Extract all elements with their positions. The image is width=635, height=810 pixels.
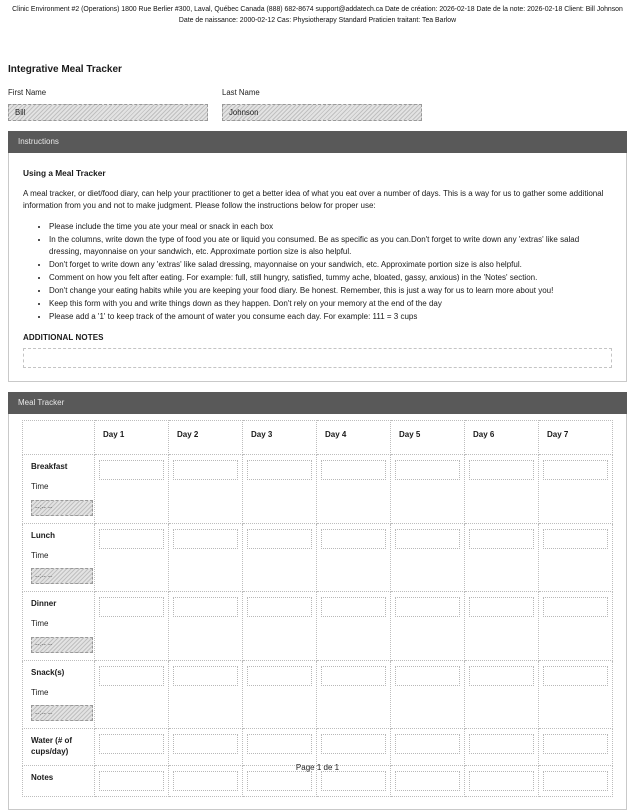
table-cell-input[interactable] bbox=[469, 734, 534, 754]
page-number: Page 1 de 1 bbox=[295, 763, 340, 772]
water-cell bbox=[317, 729, 391, 766]
list-item: • Please add a '1' to keep track of the amount of water you consume each day. For example: 111 = 3 cups bbox=[49, 311, 612, 323]
meal-cell bbox=[391, 592, 465, 661]
name-fields bbox=[8, 88, 627, 121]
instructions-list bbox=[23, 221, 612, 323]
meal-cell bbox=[391, 455, 465, 524]
day-header: Day 3 bbox=[243, 421, 317, 455]
table-cell-input[interactable] bbox=[247, 666, 312, 686]
meal-cell bbox=[95, 523, 169, 592]
breakfast-time-input[interactable] bbox=[31, 500, 93, 516]
row-label-cell bbox=[23, 455, 95, 524]
table-cell-input[interactable] bbox=[321, 460, 386, 480]
day-header: Day 6 bbox=[465, 421, 539, 455]
table-cell-input[interactable] bbox=[543, 734, 608, 754]
table-cell-input[interactable] bbox=[99, 460, 164, 480]
meal-cell bbox=[169, 523, 243, 592]
table-cell-input[interactable] bbox=[469, 529, 534, 549]
meal-cell bbox=[317, 660, 391, 729]
table-row-lunch bbox=[23, 523, 613, 592]
meal-cell bbox=[243, 592, 317, 661]
instructions-section-header: Instructions bbox=[8, 131, 627, 153]
table-cell-input[interactable] bbox=[469, 771, 534, 791]
time-label: Time bbox=[31, 619, 49, 629]
table-header-row bbox=[23, 421, 613, 455]
meal-cell bbox=[243, 455, 317, 524]
additional-notes-input[interactable] bbox=[23, 348, 612, 368]
table-cell-input[interactable] bbox=[395, 666, 460, 686]
day-header: Day 4 bbox=[317, 421, 391, 455]
table-cell-input[interactable] bbox=[99, 666, 164, 686]
meal-cell bbox=[169, 455, 243, 524]
meal-cell bbox=[243, 660, 317, 729]
row-label: Water (# of cups/day) bbox=[31, 736, 73, 757]
day-header: Day 5 bbox=[391, 421, 465, 455]
list-item: • Don't forget to write down any 'extras' like salad dressing, mayonnaise on your sandwich, etc. Approximate portion size is also helpful. bbox=[49, 259, 612, 271]
instructions-intro: A meal tracker, or diet/food diary, can help your practitioner to get a better idea of what you eat over a number of days. This is a way for us to gather some additional information from you and not to make judgment. Please follow the instructions below for proper use: bbox=[23, 189, 604, 211]
table-cell-input[interactable] bbox=[395, 597, 460, 617]
dinner-time-input[interactable] bbox=[31, 637, 93, 653]
meal-cell bbox=[465, 455, 539, 524]
meal-cell bbox=[539, 455, 613, 524]
table-cell-input[interactable] bbox=[543, 771, 608, 791]
list-item: • Comment on how you felt after eating. For example: full, still hungry, satisfied, tummy ache, bloated, gassy, anxious) in the 'Notes' section. bbox=[49, 272, 612, 284]
meal-cell bbox=[539, 523, 613, 592]
table-cell-input[interactable] bbox=[99, 597, 164, 617]
first-name-input[interactable] bbox=[8, 104, 208, 121]
row-label-cell bbox=[23, 592, 95, 661]
table-cell-input[interactable] bbox=[247, 734, 312, 754]
form-page bbox=[8, 64, 627, 810]
instructions-section bbox=[8, 131, 627, 382]
row-label-cell bbox=[23, 660, 95, 729]
list-item: • Don't change your eating habits while you are keeping your food diary. Be honest. Remember, this is just a way for us to learn more about you! bbox=[49, 285, 612, 297]
table-row-breakfast bbox=[23, 455, 613, 524]
table-cell-input[interactable] bbox=[395, 734, 460, 754]
meal-cell bbox=[391, 660, 465, 729]
table-cell-input[interactable] bbox=[173, 771, 238, 791]
table-cell-input[interactable] bbox=[99, 529, 164, 549]
list-item: • Please include the time you ate your meal or snack in each box bbox=[49, 221, 612, 233]
table-cell-input[interactable] bbox=[395, 460, 460, 480]
page-title: Integrative Meal Tracker bbox=[8, 64, 122, 76]
table-cell-input[interactable] bbox=[173, 460, 238, 480]
meal-cell bbox=[317, 523, 391, 592]
table-cell-input[interactable] bbox=[173, 529, 238, 549]
meal-cell bbox=[465, 592, 539, 661]
table-cell-input[interactable] bbox=[543, 460, 608, 480]
clinic-header: Clinic Environment #2 (Operations) 1800 Rue Berlier #300, Laval, Québec Canada (888) 682-8674 support@addatech.ca Date de création: 2026-02-18 Date de la note: 2026-02-18 Client: Bill Johnson Date de naissance: 2000-02-12 Cas: Physiotherapy Standard Praticien traitant: Tea Barlow bbox=[12, 6, 623, 25]
table-cell-input[interactable] bbox=[247, 529, 312, 549]
time-label: Time bbox=[31, 550, 49, 560]
table-row-water bbox=[23, 729, 613, 766]
meal-cell bbox=[317, 455, 391, 524]
list-item: • Keep this form with you and write things down as they happen. Don't rely on your memory at the end of the day bbox=[49, 298, 612, 310]
table-cell-input[interactable] bbox=[321, 529, 386, 549]
table-cell-input[interactable] bbox=[99, 771, 164, 791]
meal-cell bbox=[317, 592, 391, 661]
table-cell-input[interactable] bbox=[173, 666, 238, 686]
table-cell-input[interactable] bbox=[99, 734, 164, 754]
snacks-time-input[interactable] bbox=[31, 705, 93, 721]
first-name-field bbox=[8, 88, 208, 121]
meal-cell bbox=[539, 660, 613, 729]
water-cell bbox=[391, 729, 465, 766]
table-cell-input[interactable] bbox=[543, 666, 608, 686]
row-label: Snack(s) bbox=[31, 667, 65, 677]
meal-cell bbox=[391, 523, 465, 592]
meal-tracker-body bbox=[8, 414, 627, 810]
table-cell-input[interactable] bbox=[395, 771, 460, 791]
day-header: Day 2 bbox=[169, 421, 243, 455]
table-cell-input[interactable] bbox=[247, 460, 312, 480]
table-cell-input[interactable] bbox=[247, 597, 312, 617]
day-header: Day 1 bbox=[95, 421, 169, 455]
table-cell-input[interactable] bbox=[469, 460, 534, 480]
table-cell-input[interactable] bbox=[173, 597, 238, 617]
time-label: Time bbox=[31, 482, 49, 492]
meal-tracker-table bbox=[22, 420, 613, 797]
table-cell-input[interactable] bbox=[321, 597, 386, 617]
meal-tracker-section bbox=[8, 392, 627, 810]
water-cell bbox=[95, 729, 169, 766]
row-label-cell bbox=[23, 729, 95, 766]
meal-cell bbox=[169, 660, 243, 729]
table-cell-input[interactable] bbox=[247, 771, 312, 791]
instructions-heading: Using a Meal Tracker bbox=[23, 168, 106, 179]
table-cell-input[interactable] bbox=[469, 666, 534, 686]
meal-cell bbox=[243, 523, 317, 592]
corner-cell bbox=[23, 421, 95, 455]
day-header: Day 7 bbox=[539, 421, 613, 455]
last-name-input[interactable] bbox=[222, 104, 422, 121]
water-cell bbox=[465, 729, 539, 766]
row-label: Dinner bbox=[31, 599, 57, 609]
lunch-time-input[interactable] bbox=[31, 568, 93, 584]
row-label: Breakfast bbox=[31, 462, 68, 472]
meal-cell bbox=[95, 592, 169, 661]
meal-cell bbox=[465, 523, 539, 592]
row-label: Notes bbox=[31, 772, 54, 782]
meal-cell bbox=[95, 660, 169, 729]
table-cell-input[interactable] bbox=[321, 734, 386, 754]
meal-cell bbox=[95, 455, 169, 524]
table-cell-input[interactable] bbox=[469, 597, 534, 617]
row-label-cell bbox=[23, 523, 95, 592]
meal-tracker-section-header: Meal Tracker bbox=[8, 392, 627, 414]
last-name-field bbox=[222, 88, 422, 121]
table-row-snacks bbox=[23, 660, 613, 729]
meal-cell bbox=[539, 592, 613, 661]
additional-notes-label: ADDITIONAL NOTES bbox=[23, 332, 104, 342]
table-cell-input[interactable] bbox=[543, 597, 608, 617]
table-cell-input[interactable] bbox=[321, 666, 386, 686]
table-cell-input[interactable] bbox=[321, 771, 386, 791]
instructions-body bbox=[8, 153, 627, 382]
water-cell bbox=[539, 729, 613, 766]
water-cell bbox=[169, 729, 243, 766]
meal-cell bbox=[169, 592, 243, 661]
water-cell bbox=[243, 729, 317, 766]
time-label: Time bbox=[31, 687, 49, 697]
last-name-label: Last Name bbox=[222, 88, 260, 98]
first-name-label: First Name bbox=[8, 88, 47, 98]
table-cell-input[interactable] bbox=[395, 529, 460, 549]
table-cell-input[interactable] bbox=[173, 734, 238, 754]
table-row-dinner bbox=[23, 592, 613, 661]
table-cell-input[interactable] bbox=[543, 529, 608, 549]
row-label: Lunch bbox=[31, 530, 55, 540]
meal-cell bbox=[465, 660, 539, 729]
list-item: • In the columns, write down the type of food you ate or liquid you consumed. Be as specific as you can.Don't forget to write down any 'extras' like salad dressing, mayonnaise on your sandwich, etc. Approximate portion size is also helpful. bbox=[49, 234, 612, 258]
